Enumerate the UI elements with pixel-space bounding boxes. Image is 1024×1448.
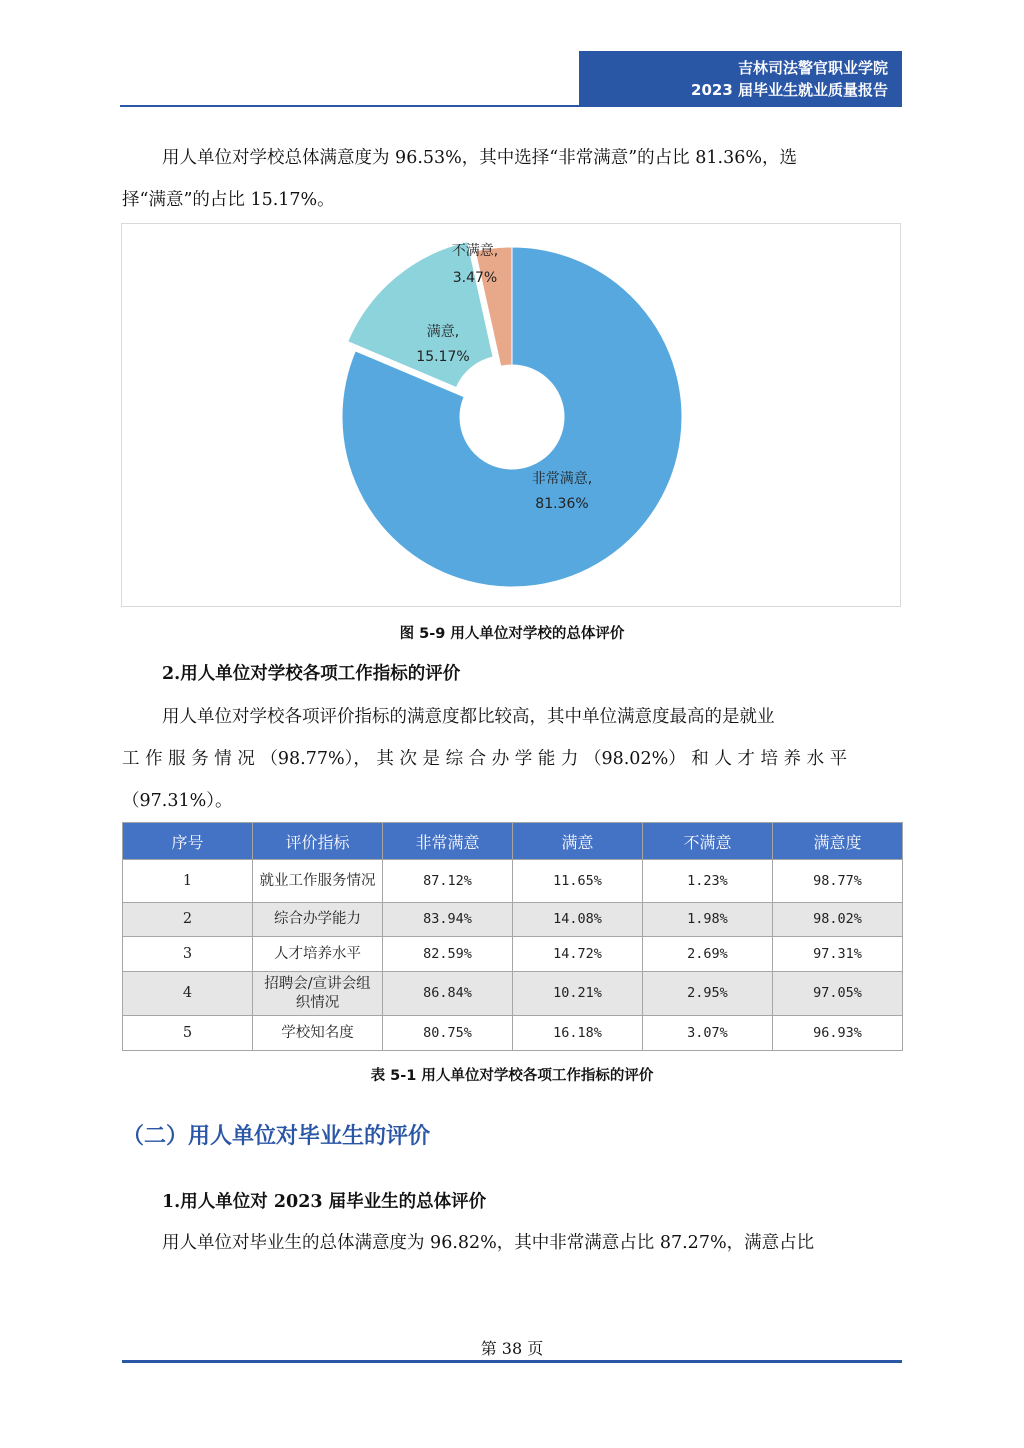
table-row <box>123 903 903 937</box>
cell-satisfaction-rate: 97.05% <box>773 972 903 1016</box>
label-dissatisfied-value: 3.47% <box>452 270 498 286</box>
label-satisfied-name: 满意, <box>426 324 460 340</box>
cell-satisfied: 16.18% <box>513 1016 643 1051</box>
cell-satisfied: 14.08% <box>513 903 643 937</box>
label-dissatisfied-name: 不满意, <box>451 243 499 259</box>
cell-indicator: 综合办学能力 <box>253 903 383 937</box>
header-rule <box>120 105 902 107</box>
cell-index: 5 <box>123 1016 253 1051</box>
intro-line-2: 择“满意”的占比 15.17%。 <box>122 190 335 210</box>
cell-satisfaction-rate: 96.93% <box>773 1016 903 1051</box>
cell-index: 1 <box>123 860 253 903</box>
subsection-paragraph <box>122 696 902 822</box>
cell-indicator: 人才培养水平 <box>253 937 383 972</box>
label-very-satisfied-value: 81.36% <box>535 496 589 512</box>
col-header-very-satisfied: 非常满意 <box>383 823 513 860</box>
cell-very-satisfied: 82.59% <box>383 937 513 972</box>
header-report-title: 2023 届毕业生就业质量报告 <box>691 81 888 99</box>
table-row <box>123 937 903 972</box>
cell-dissatisfied: 3.07% <box>643 1016 773 1051</box>
table-row <box>123 860 903 903</box>
header-banner <box>579 51 902 105</box>
subsection-line-1: 用人单位对学校各项评价指标的满意度都比较高，其中单位满意度最高的是就业 <box>162 707 775 727</box>
cell-very-satisfied: 87.12% <box>383 860 513 903</box>
col-header-index: 序号 <box>123 823 253 860</box>
cell-satisfied: 14.72% <box>513 937 643 972</box>
col-header-indicator: 评价指标 <box>253 823 383 860</box>
cell-dissatisfied: 2.95% <box>643 972 773 1016</box>
section-heading: （二）用人单位对毕业生的评价 <box>122 1124 431 1149</box>
cell-very-satisfied: 80.75% <box>383 1016 513 1051</box>
footer-rule <box>122 1360 902 1363</box>
cell-indicator: 学校知名度 <box>253 1016 383 1051</box>
cell-satisfaction-rate: 98.77% <box>773 860 903 903</box>
donut-svg <box>122 224 900 606</box>
cell-dissatisfied: 1.23% <box>643 860 773 903</box>
cell-satisfied: 11.65% <box>513 860 643 903</box>
table-row <box>123 1016 903 1051</box>
cell-dissatisfied: 1.98% <box>643 903 773 937</box>
table-header-row <box>123 823 903 860</box>
col-header-satisfaction-rate: 满意度 <box>773 823 903 860</box>
cell-index: 4 <box>123 972 253 1016</box>
page-number: 第 38 页 <box>480 1339 544 1358</box>
cell-indicator: 就业工作服务情况 <box>253 860 383 903</box>
label-very-satisfied-name: 非常满意, <box>531 471 593 487</box>
intro-line-1: 用人单位对学校总体满意度为 96.53%，其中选择“非常满意”的占比 81.36%，选 <box>162 148 797 168</box>
header-school-name: 吉林司法警官职业学院 <box>737 59 888 77</box>
col-header-dissatisfied: 不满意 <box>643 823 773 860</box>
col-header-satisfied: 满意 <box>513 823 643 860</box>
subsection-line-2: 工 作 服 务 情 况 （98.77%）， 其 次 是 综 合 办 学 能 力 （98.02%） 和 人 才 培 养 水 平 <box>122 749 848 769</box>
table-caption: 表 5-1 用人单位对学校各项工作指标的评价 <box>370 1068 654 1084</box>
cell-satisfaction-rate: 97.31% <box>773 937 903 972</box>
cell-satisfied: 10.21% <box>513 972 643 1016</box>
cell-index: 2 <box>123 903 253 937</box>
section-subheading: 1.用人单位对 2023 届毕业生的总体评价 <box>162 1192 487 1212</box>
label-satisfied-value: 15.17% <box>416 349 470 365</box>
cell-satisfaction-rate: 98.02% <box>773 903 903 937</box>
subsection-line-3: （97.31%）。 <box>122 791 233 811</box>
section-line-1: 用人单位对毕业生的总体满意度为 96.82%，其中非常满意占比 87.27%，满意占比 <box>162 1233 815 1253</box>
cell-index: 3 <box>123 937 253 972</box>
section-paragraph <box>122 1222 902 1264</box>
cell-very-satisfied: 86.84% <box>383 972 513 1016</box>
subsection-heading: 2.用人单位对学校各项工作指标的评价 <box>162 664 461 684</box>
cell-indicator: 招聘会/宣讲会组织情况 <box>253 972 383 1016</box>
evaluation-table <box>122 822 903 1051</box>
cell-very-satisfied: 83.94% <box>383 903 513 937</box>
satisfaction-donut-chart <box>121 223 901 607</box>
cell-dissatisfied: 2.69% <box>643 937 773 972</box>
intro-paragraph <box>122 137 902 221</box>
figure-caption: 图 5-9 用人单位对学校的总体评价 <box>399 626 625 642</box>
table-row <box>123 972 903 1016</box>
